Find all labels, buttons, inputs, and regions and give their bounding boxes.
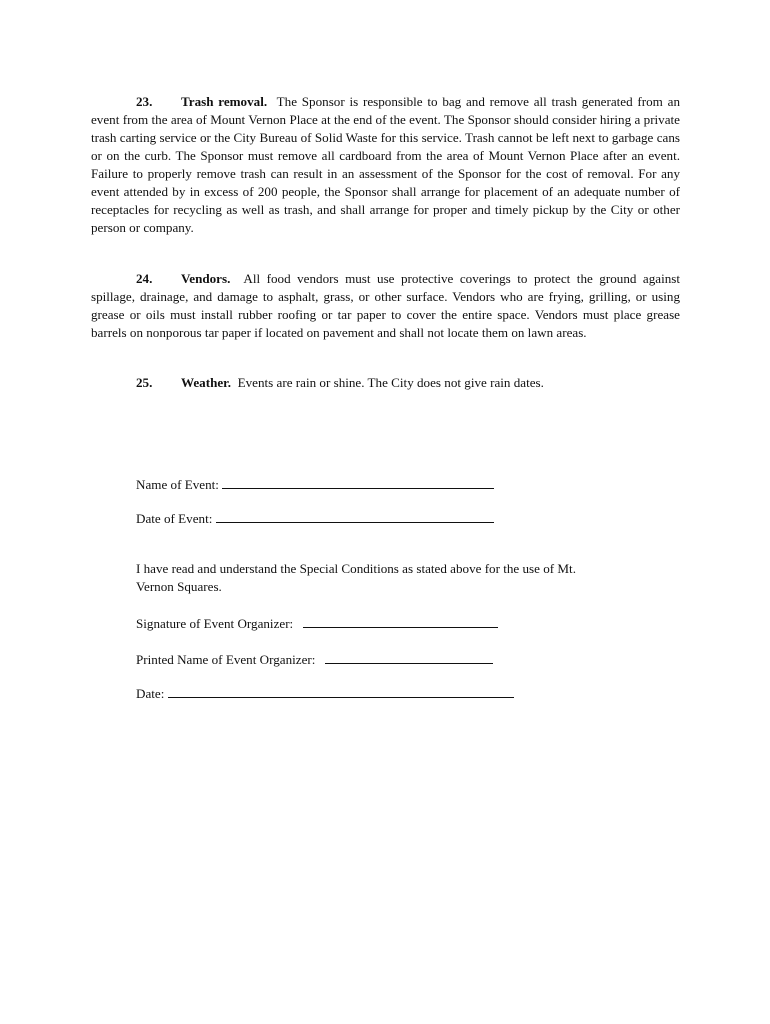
printed-name-label: Printed Name of Event Organizer: (136, 652, 316, 667)
printed-name-input[interactable] (325, 650, 493, 664)
section-24 (91, 270, 680, 342)
section-heading: Trash removal. (181, 94, 268, 109)
section-text: Events are rain or shine. The City does not give rain dates. (237, 375, 544, 390)
date-of-event-input[interactable] (216, 509, 494, 523)
section-text: All food vendors must use protective coverings to protect the ground against spillage, drainage, and damage to asphalt, grass, or other surface. Vendors who are frying, grilling, or using grease or oils must install rubber roofing or tar paper to cover the entire space. Vendors must place grease barrels on nonporous tar paper if located on pavement and shall not locate them on lawn areas. (91, 271, 680, 340)
acknowledgement-text: I have read and understand the Special Conditions as stated above for the use of Mt. Vernon Squares. (136, 561, 576, 594)
section-23 (91, 93, 680, 237)
printed-name-field (136, 650, 493, 669)
date-of-event-field (136, 509, 494, 528)
date-label: Date: (136, 686, 165, 701)
section-number: 25. (136, 375, 153, 390)
section-text: The Sponsor is responsible to bag and remove all trash generated from an event from the area of Mount Vernon Place at the end of the event. The Sponsor should consider hiring a private trash carting service or the City Bureau of Solid Waste for this service. Trash cannot be left next to garbage cans or on the curb. The Sponsor must remove all cardboard from the area of Mount Vernon Place after an event. Failure to properly remove trash can result in an assessment of the Sponsor for the cost of removal. For any event attended by in excess of 200 people, the Sponsor shall arrange for placement of an adequate number of receptacles for recycling as well as trash, and shall arrange for proper and timely pickup by the City or other person or company. (91, 94, 680, 235)
date-input[interactable] (168, 684, 514, 698)
date-field (136, 684, 514, 703)
signature-label: Signature of Event Organizer: (136, 616, 294, 631)
signature-input[interactable] (303, 614, 498, 628)
section-25 (91, 374, 680, 392)
name-of-event-label: Name of Event: (136, 477, 219, 492)
section-number: 23. (136, 94, 153, 109)
section-heading: Weather. (181, 375, 232, 390)
name-of-event-input[interactable] (222, 475, 494, 489)
signature-field (136, 614, 498, 633)
date-of-event-label: Date of Event: (136, 511, 213, 526)
name-of-event-field (136, 475, 494, 494)
section-heading: Vendors. (181, 271, 231, 286)
section-number: 24. (136, 271, 153, 286)
